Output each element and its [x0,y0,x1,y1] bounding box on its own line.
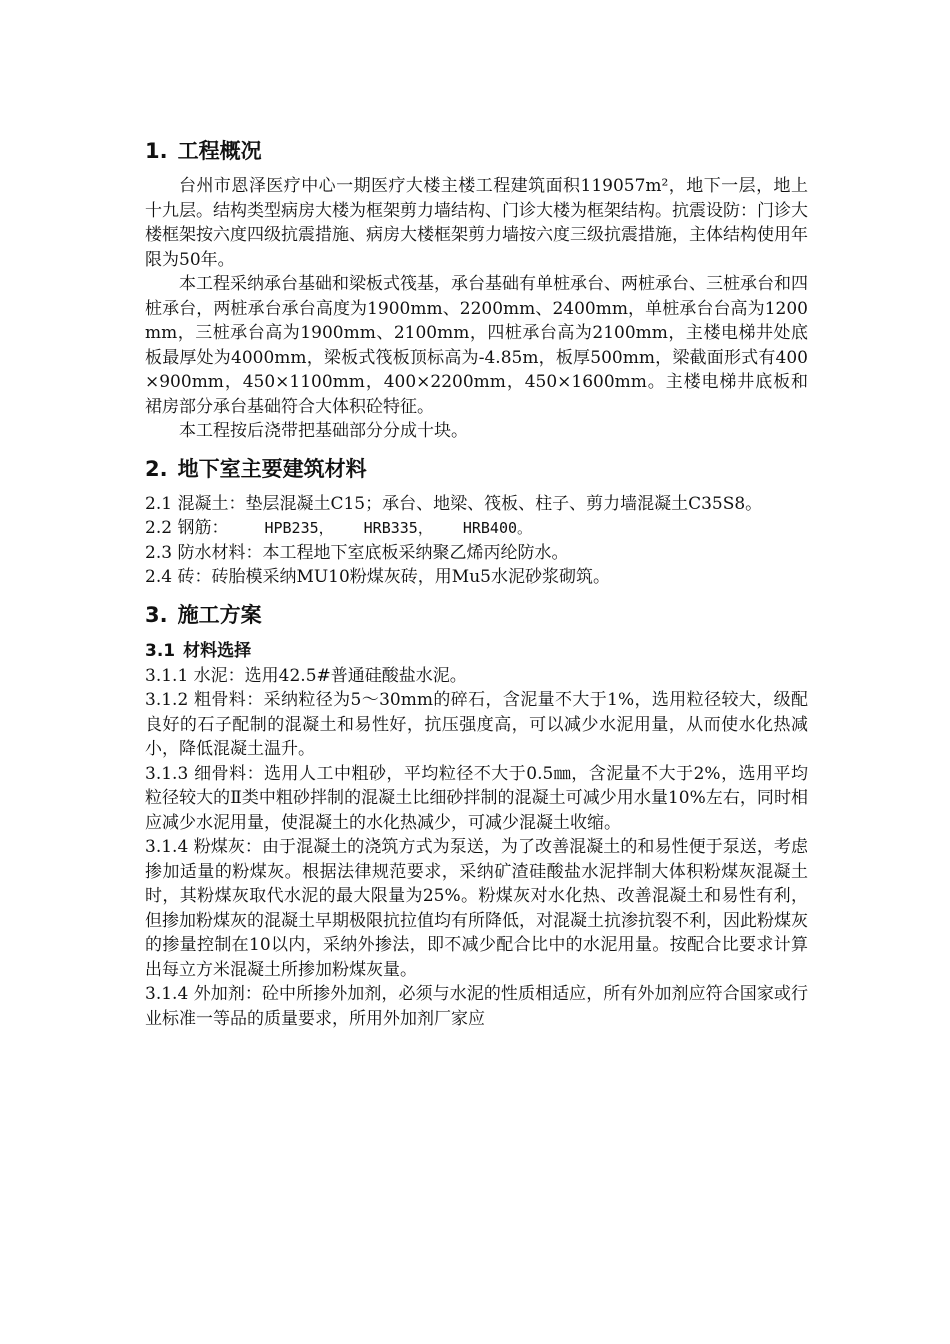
list-item-rebar: 2.2 钢筋： HPB235， HRB335， HRB400。 [145,518,533,538]
list-item: 3.1.4 外加剂：砼中所掺外加剂，必须与水泥的性质相适应，所有外加剂应符合国家或行业标准一等品的质量要求，所用外加剂厂家应 [145,984,808,1029]
list-item: 2.1 混凝土：垫层混凝土C15；承台、地梁、筏板、柱子、剪力墙混凝土C35S8。 [145,493,763,514]
paragraph: 本工程按后浇带把基础部分分成十块。 [179,421,468,441]
list-item: 3.1.2 粗骨料：采纳粒径为5～30mm的碎石，含泥量不大于1%，选用粒径较大，级配良好的石子配制的混凝土和易性好，抗压强度高，可以减少水泥用量，从而使水化热减小，降低混凝土温升。 [145,690,808,759]
list-item: 2.3 防水材料：本工程地下室底板采纳聚乙烯丙纶防水。 [145,542,569,563]
subsection-heading: 3.1 材料选择 [145,640,252,661]
list-item: 3.1.1 水泥：选用42.5#普通硅酸盐水泥。 [145,665,467,686]
section-heading-1: 1. 工程概况 [145,139,262,163]
section-heading-2: 2. 地下室主要建筑材料 [145,456,367,481]
section-heading-3: 3. 施工方案 [145,602,262,627]
paragraph: 本工程采纳承台基础和梁板式筏基，承台基础有单桩承台、两桩承台、三桩承台和四桩承台，两桩承台承台高度为1900mm、2200mm、2400mm，单桩承台台高为1200mm，三桩承台高为1900mm、2100mm，四桩承台高为2100mm，主楼电梯井处底板最厚处为4000mm，梁板式筏板顶标高为-4.85m，板厚500mm，梁截面形式有400×900mm，450×1100mm，400×2200mm，450×1600mm。主楼电梯井底板和裙房部分承台基础符合大体积砼特征。 [145,274,808,417]
list-item: 2.4 砖：砖胎模采纳MU10粉煤灰砖，用Mu5水泥砂浆砌筑。 [145,567,610,587]
paragraph: 台州市恩泽医疗中心一期医疗大楼主楼工程建筑面积119057m²，地下一层，地上十九层。结构类型病房大楼为框架剪力墙结构、门诊大楼为框架结构。抗震设防：门诊大楼框架按六度四级抗震措施、病房大楼框架剪力墙按六度三级抗震措施，主体结构使用年限为50年。 [145,176,808,270]
list-item: 3.1.4 粉煤灰：由于混凝土的浇筑方式为泵送，为了改善混凝土的和易性便于泵送，考虑掺加适量的粉煤灰。根据法律规范要求，采纳矿渣硅酸盐水泥拌制大体积粉煤灰混凝土时，其粉煤灰取代水泥的最大限量为25%。粉煤灰对水化热、改善混凝土和易性有利，但掺加粉煤灰的混凝土早期极限抗拉值均有所降低，对混凝土抗渗抗裂不利，因此粉煤灰的掺量控制在10以内，采纳外掺法，即不减少配合比中的水泥用量。按配合比要求计算出每立方米混凝土所掺加粉煤灰量。 [145,837,808,980]
list-item: 3.1.3 细骨料：选用人工中粗砂，平均粒径不大于0.5㎜，含泥量不大于2%，选用平均粒径较大的Ⅱ类中粗砂拌制的混凝土比细砂拌制的混凝土可减少用水量10%左右，同时相应减少水泥用量，使混凝土的水化热减少，可减少混凝土收缩。 [145,763,808,833]
